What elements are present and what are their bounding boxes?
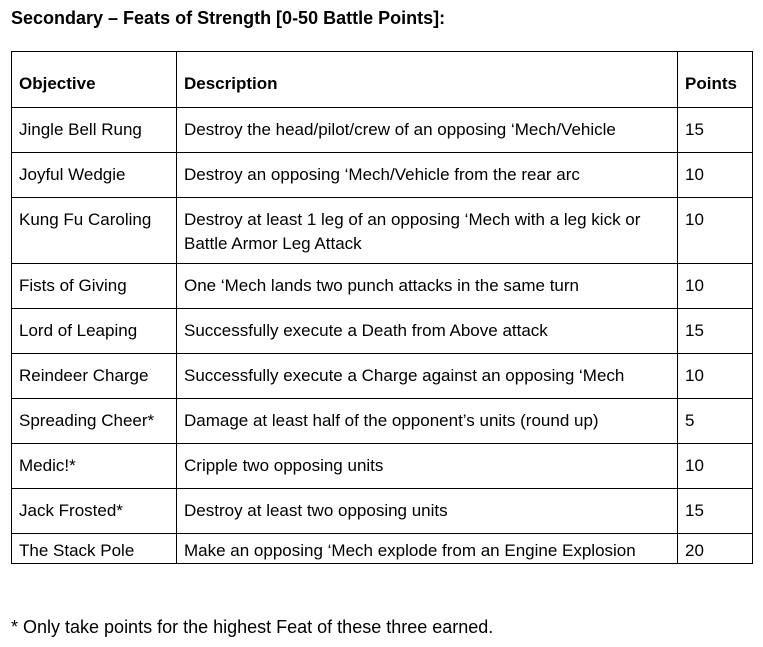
description-cell: Successfully execute a Charge against an opposing ‘Mech [177,354,678,399]
objective-cell: Medic!* [12,444,177,489]
points-cell: 15 [678,108,753,153]
table-header-row [12,52,753,108]
feats-table [11,51,753,564]
points-cell: 15 [678,309,753,354]
header-points: Points [678,52,753,108]
description-cell: Make an opposing ‘Mech explode from an Engine Explosion [177,534,678,564]
points-cell: 5 [678,399,753,444]
header-objective: Objective [12,52,177,108]
objective-cell: Jingle Bell Rung [12,108,177,153]
points-cell: 15 [678,489,753,534]
table-row [12,198,753,264]
objective-cell: The Stack Pole [12,534,177,564]
table-row [12,153,753,198]
section-heading: Secondary – Feats of Strength [0-50 Battle Points]: [11,8,446,28]
description-cell: Destroy an opposing ‘Mech/Vehicle from the rear arc [177,153,678,198]
table-row [12,534,753,564]
objective-cell: Joyful Wedgie [12,153,177,198]
points-cell: 10 [678,444,753,489]
points-cell: 10 [678,264,753,309]
description-cell: Destroy at least 1 leg of an opposing ‘Mech with a leg kick or Battle Armor Leg Attack [177,198,678,264]
objective-cell: Reindeer Charge [12,354,177,399]
description-cell: Cripple two opposing units [177,444,678,489]
points-cell: 10 [678,198,753,264]
points-cell: 10 [678,153,753,198]
objective-cell: Spreading Cheer* [12,399,177,444]
table-row [12,489,753,534]
table-row [12,108,753,153]
points-cell: 10 [678,354,753,399]
description-cell: One ‘Mech lands two punch attacks in the same turn [177,264,678,309]
description-cell: Destroy at least two opposing units [177,489,678,534]
table-row [12,399,753,444]
objective-cell: Fists of Giving [12,264,177,309]
description-cell: Destroy the head/pilot/crew of an opposing ‘Mech/Vehicle [177,108,678,153]
points-cell: 20 [678,534,753,564]
table-row [12,309,753,354]
footnote: * Only take points for the highest Feat of these three earned. [11,617,494,637]
header-description: Description [177,52,678,108]
table-row [12,444,753,489]
objective-cell: Kung Fu Caroling [12,198,177,264]
table-row [12,264,753,309]
objective-cell: Jack Frosted* [12,489,177,534]
objective-cell: Lord of Leaping [12,309,177,354]
description-cell: Successfully execute a Death from Above attack [177,309,678,354]
table-row [12,354,753,399]
description-cell: Damage at least half of the opponent’s units (round up) [177,399,678,444]
